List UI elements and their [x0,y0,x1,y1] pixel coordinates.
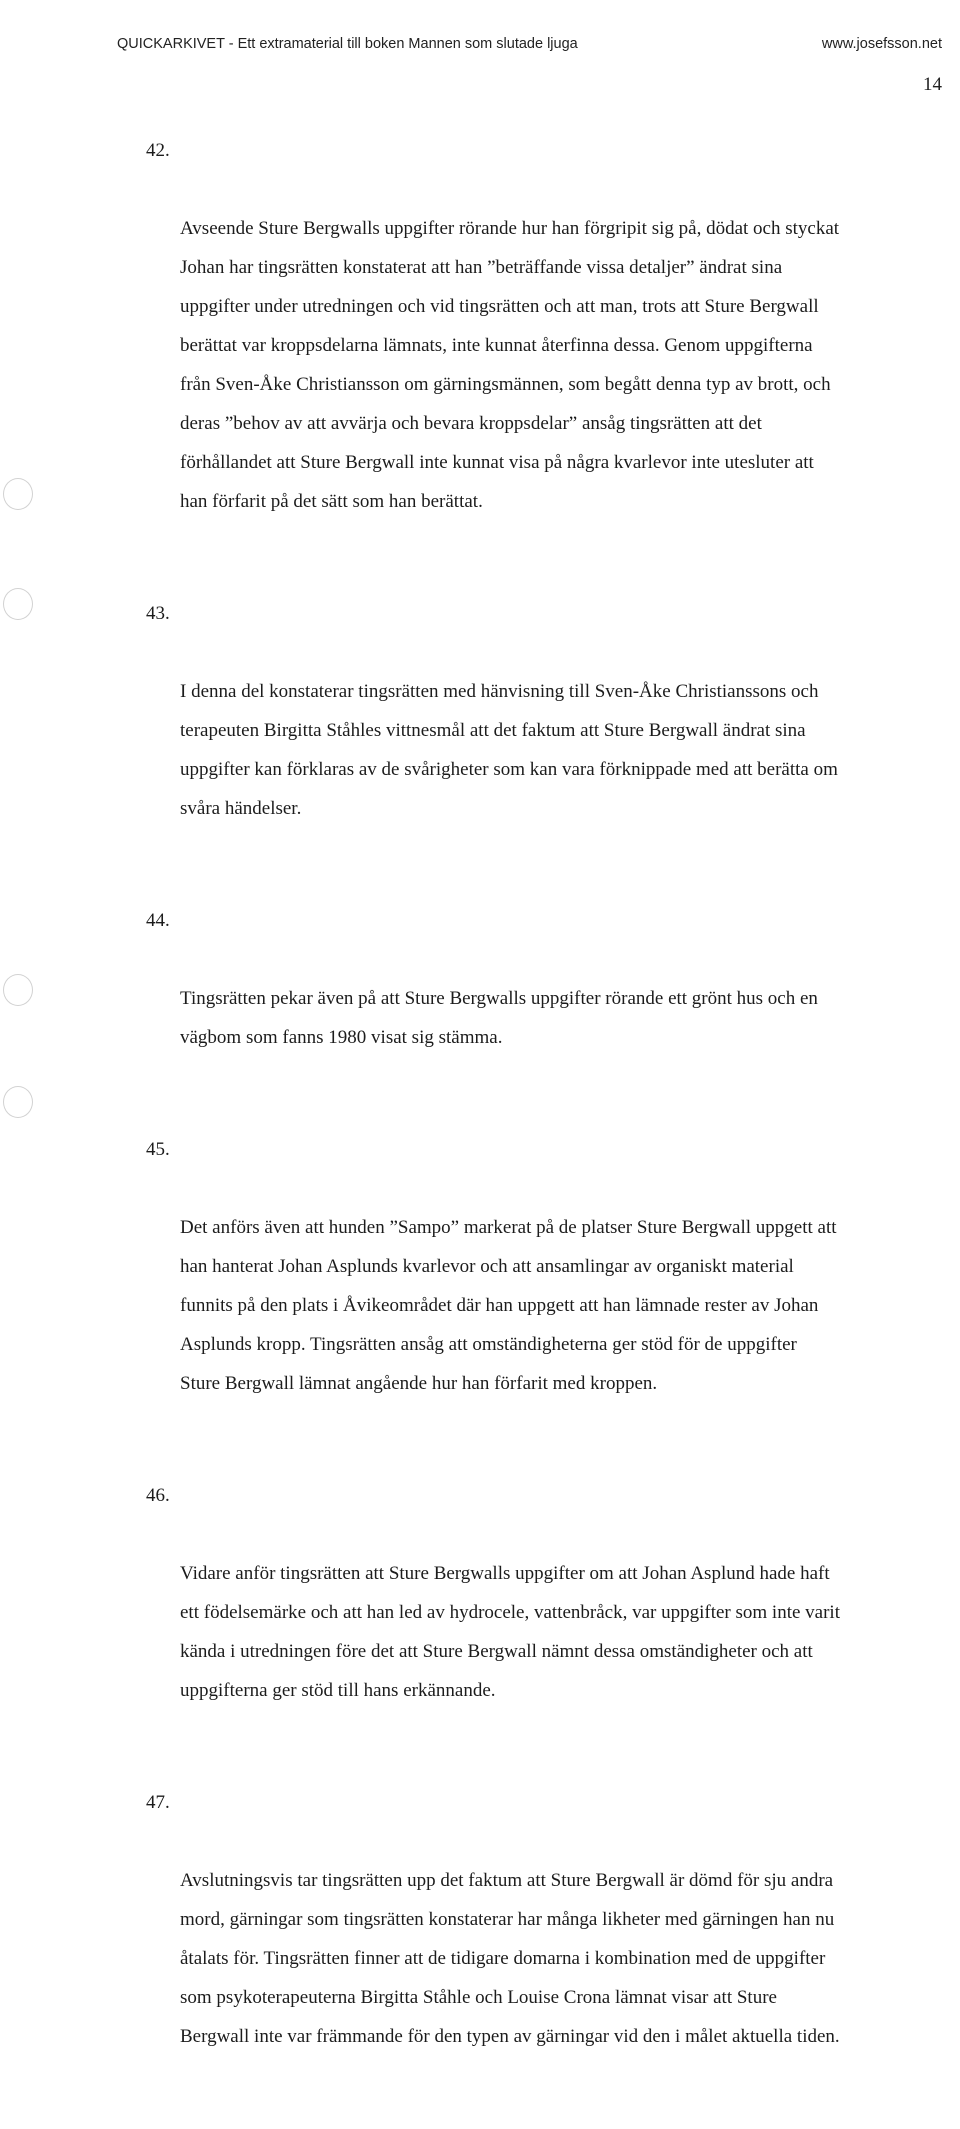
paragraph-46 [138,1476,960,1749]
paragraph-45 [138,1130,960,1442]
paragraph-text: Det anförs även att hunden ”Sampo” markerat på de platser Sture Bergwall uppgett att han hanterat Johan Asplunds kvarlevor och att ansamlingar av organiskt material funnits på den plats i Åvikeområdet där han uppgett att han lämnade rester av Johan Asplunds kropp. Tingsrätten ansåg att omständigheterna ger stöd för de uppgifter Sture Bergwall lämnat angående hur han förfarit med kroppen. [180,1217,837,1394]
punch-hole-mark [3,478,33,510]
paragraph-text: I denna del konstaterar tingsrätten med hänvisning till Sven-Åke Christianssons och terapeuten Birgitta Ståhles vittnesmål att det faktum att Sture Bergwall ändrat sina uppgifter kan förklaras av de svårigheter som kan vara förknippade med att berätta om svåra händelser. [180,681,838,819]
paragraph-text: Tingsrätten pekar även på att Sture Bergwalls uppgifter rörande ett grönt hus och en vägbom som fanns 1980 visat sig stämma. [180,988,818,1048]
page-number: 14 [923,74,942,95]
paragraph-number: 47. [146,1792,170,1813]
paragraph-number: 44. [146,910,170,931]
paragraph-43 [138,594,960,867]
header-title: QUICKARKIVET - Ett extramaterial till boken Mannen som slutade ljuga [117,36,578,52]
paragraph-number: 43. [146,603,170,624]
paragraph-number: 45. [146,1139,170,1160]
paragraph-42 [138,131,960,560]
punch-hole-mark [3,588,33,620]
paragraph-number: 42. [146,140,170,161]
body-text [138,131,960,2129]
paragraph-number: 46. [146,1485,170,1506]
paragraph-44 [138,901,960,1096]
header-website: www.josefsson.net [821,36,942,52]
paragraph-text: Avseende Sture Bergwalls uppgifter rörande hur han förgripit sig på, dödat och styckat Johan har tingsrätten konstaterat att han ”beträffande vissa detaljer” ändrat sina uppgifter under utredningen och vid tingsrätten och att man, trots att Sture Bergwall berättat var kroppsdelarna lämnats, inte kunnat återfinna dessa. Genom uppgifterna från Sven-Åke Christiansson om gärningsmännen, som begått denna typ av brott, och deras ”behov av att avvärja och bevara kroppsdelar” ansåg tingsrätten att det förhållandet att Sture Bergwall inte kunnat visa på några kvarlevor inte utesluter att han förfarit på det sätt som han berättat. [180,218,840,512]
punch-hole-mark [3,1086,33,1118]
punch-hole-mark [3,974,33,1006]
paragraph-text: Vidare anför tingsrätten att Sture Bergwalls uppgifter om att Johan Asplund hade haft ett födelsemärke och att han led av hydrocele, vattenbråck, var uppgifter som inte varit kända i utredningen före det att Sture Bergwall nämnt dessa omständigheter och att uppgifterna ger stöd till hans erkännande. [180,1563,840,1701]
page-header [117,36,942,56]
paragraph-text: Avslutningsvis tar tingsrätten upp det faktum att Sture Bergwall är dömd för sju andra mord, gärningar som tingsrätten konstaterar har många likheter med gärningen han nu åtalats för. Tingsrätten finner att de tidigare domarna i kombination med de uppgifter som psykoterapeuterna Birgitta Ståhle och Louise Crona lämnat visar att Sture Bergwall inte var främmande för den typen av gärningar vid den i målet aktuella tiden. [180,1870,840,2047]
paragraph-47 [138,1783,960,2095]
